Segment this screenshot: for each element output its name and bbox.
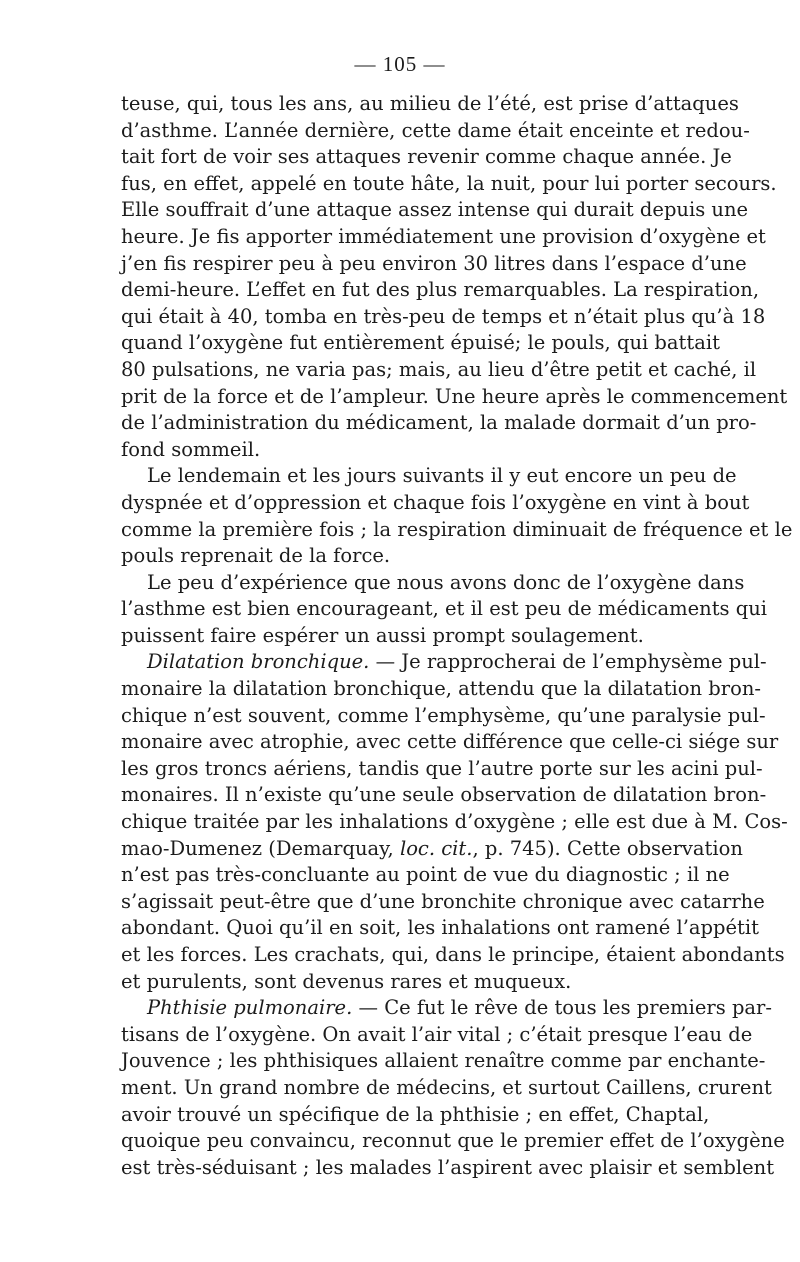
text-line: qui était à 40, tomba en très-peu de temps et n’était plus qu’à 18 — [121, 304, 766, 328]
section-heading-dilatation: Dilatation bronchique. — [147, 650, 370, 674]
text-line: Jouvence ; les phthisiques allaient renaître comme par enchante- — [121, 1049, 766, 1073]
text-line: prit de la force et de l’ampleur. Une heure après le commencement — [121, 384, 788, 408]
text-fragment: mao-Dumenez (Demarquay, — [121, 836, 400, 860]
text-line: dyspnée et d’oppression et chaque fois l’oxygène en vint à bout — [121, 490, 750, 514]
text-line: monaire la dilatation bronchique, attendu que la dilatation bron- — [121, 677, 761, 701]
text-line: monaire avec atrophie, avec cette différence que celle-ci siége sur — [121, 730, 779, 754]
text-line: j’en fis respirer peu à peu environ 30 litres dans l’espace d’une — [121, 251, 747, 275]
text-line: tait fort de voir ses attaques revenir comme chaque année. Je — [121, 145, 732, 169]
text-line: quoique peu convaincu, reconnut que le premier effet de l’oxygène — [121, 1129, 785, 1153]
text-line: quand l’oxygène fut entièrement épuisé; le pouls, qui battait — [121, 331, 720, 355]
text-line: et purulents, sont devenus rares et muqueux. — [121, 969, 572, 993]
text-line: Elle souffrait d’une attaque assez intense qui durait depuis une — [121, 198, 749, 222]
text-line: d’asthme. L’année dernière, cette dame était enceinte et redou- — [121, 118, 750, 142]
text-line: teuse, qui, tous les ans, au milieu de l’été, est prise d’attaques — [121, 92, 739, 115]
text-line: fond sommeil. — [121, 437, 261, 461]
text-line: et les forces. Les crachats, qui, dans le principe, étaient abondants — [121, 943, 785, 966]
text-line: pouls reprenait de la force. — [121, 544, 391, 568]
citation-loc-cit: loc. cit. — [399, 836, 473, 860]
text-line: de l’administration du médicament, la malade dormait d’un pro- — [121, 411, 757, 435]
text-line: avoir trouvé un spécifique de la phthisie ; en effet, Chaptal, — [121, 1102, 710, 1126]
text-line: chique traitée par les inhalations d’oxygène ; elle est due à M. Cos- — [121, 810, 788, 834]
text-line: chique n’est souvent, comme l’emphysème, qu’une paralysie pul- — [121, 703, 766, 727]
text-line: puissent faire espérer un aussi prompt soulagement. — [121, 623, 644, 647]
text-line: s’agissait peut-être que d’une bronchite chronique avec catarrhe — [121, 889, 765, 913]
text-line: heure. Je fis apporter immédiatement une provision d’oxygène et — [121, 224, 766, 248]
section-heading-phthisie: Phthisie pulmonaire. — [147, 996, 353, 1020]
text-line: fus, en effet, appelé en toute hâte, la nuit, pour lui porter secours. — [121, 171, 777, 195]
text-line: Le lendemain et les jours suivants il y eut encore un peu de — [147, 464, 737, 488]
text-line: Le peu d’expérience que nous avons donc de l’oxygène dans — [147, 570, 745, 594]
text-line: monaires. Il n’existe qu’une seule observation de dilatation bron- — [121, 783, 767, 807]
citation-line — [121, 836, 743, 863]
text-line: abondant. Quoi qu’il en soit, les inhalations ont ramené l’appétit — [121, 916, 759, 940]
section-heading-line — [121, 649, 767, 676]
text-line: les gros troncs aériens, tandis que l’autre porte sur les acini pul- — [121, 756, 763, 780]
section-heading-line — [121, 995, 772, 1022]
text-line: ment. Un grand nombre de médecins, et surtout Caillens, crurent — [121, 1075, 772, 1099]
body-text — [121, 91, 793, 1181]
page-number: — 105 — — [354, 52, 446, 76]
text-fragment: — Je rapprocherai de l’emphysème pul- — [369, 650, 767, 674]
text-line: tisans de l’oxygène. On avait l’air vital ; c’était presque l’eau de — [121, 1022, 753, 1046]
text-line: n’est pas très-concluante au point de vue du diagnostic ; il ne — [121, 863, 730, 887]
text-fragment: , p. 745). Cette observation — [472, 836, 743, 860]
text-line: l’asthme est bien encourageant, et il est peu de médicaments qui — [121, 597, 768, 621]
text-line: est très-séduisant ; les malades l’aspirent avec plaisir et semblent — [121, 1155, 775, 1179]
text-line: 80 pulsations, ne varia pas; mais, au lieu d’être petit et caché, il — [121, 357, 757, 381]
text-line: comme la première fois ; la respiration diminuait de fréquence et le — [121, 517, 793, 541]
text-line: demi-heure. L’effet en fut des plus remarquables. La respiration, — [121, 278, 760, 302]
text-fragment: — Ce fut le rêve de tous les premiers par- — [352, 996, 772, 1020]
